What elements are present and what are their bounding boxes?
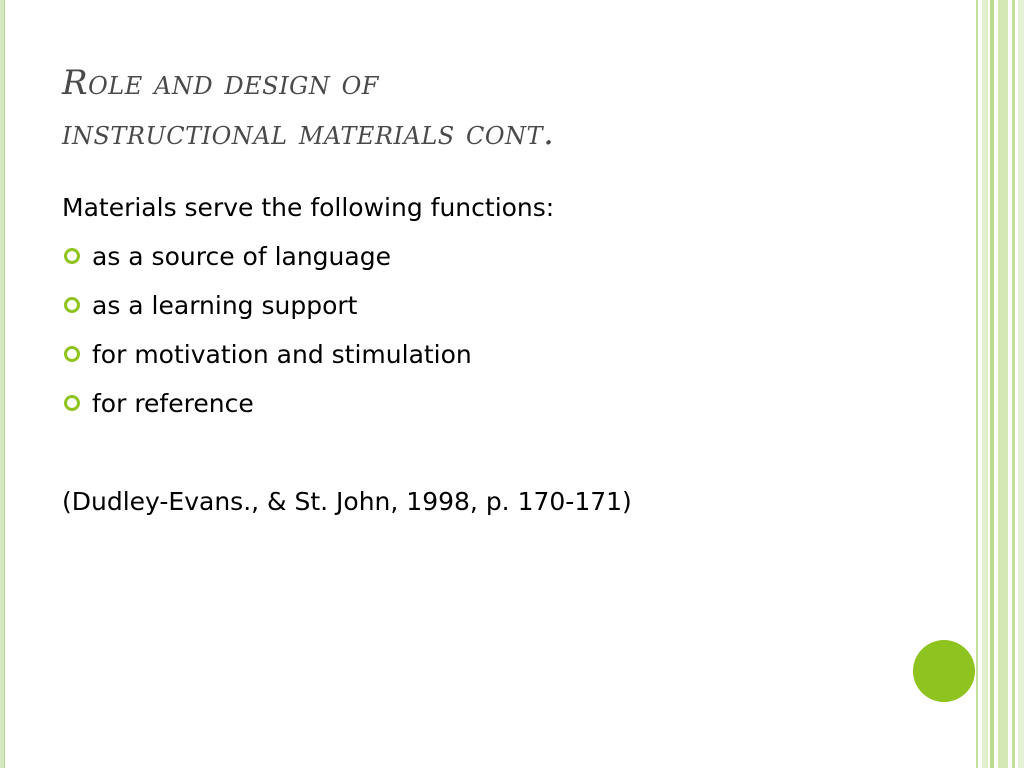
slide-title: [62, 58, 922, 158]
stripe: [990, 0, 994, 768]
circle-bullet-icon: [64, 297, 80, 313]
bullet-item: [62, 333, 922, 382]
stripe: [1012, 0, 1015, 768]
slide-body: [62, 186, 922, 431]
slide-title-line-1: Role and design of: [62, 63, 379, 103]
bullet-text: as a source of language: [92, 242, 391, 271]
bullet-item: [62, 284, 922, 333]
bullet-item: [62, 235, 922, 284]
circle-bullet-icon: [64, 346, 80, 362]
bullet-item: [62, 382, 922, 431]
stripe: [976, 0, 978, 768]
circle-bullet-icon: [64, 395, 80, 411]
circle-bullet-icon: [64, 248, 80, 264]
slide-title-line-2: instructional materials cont.: [62, 113, 555, 153]
bullet-text: for motivation and stimulation: [92, 340, 472, 369]
intro-text: Materials serve the following functions:: [62, 193, 555, 222]
stripe: [998, 0, 1008, 768]
left-border-decoration: [0, 0, 5, 768]
bullet-text: as a learning support: [92, 291, 358, 320]
right-stripe-decoration: [976, 0, 1024, 768]
stripe: [1018, 0, 1024, 768]
bullet-text: for reference: [92, 389, 254, 418]
bullet-list: [62, 235, 922, 431]
stripe: [982, 0, 988, 768]
citation: (Dudley-Evans., & St. John, 1998, p. 170-171): [62, 487, 632, 516]
green-dot-icon: [913, 640, 975, 702]
